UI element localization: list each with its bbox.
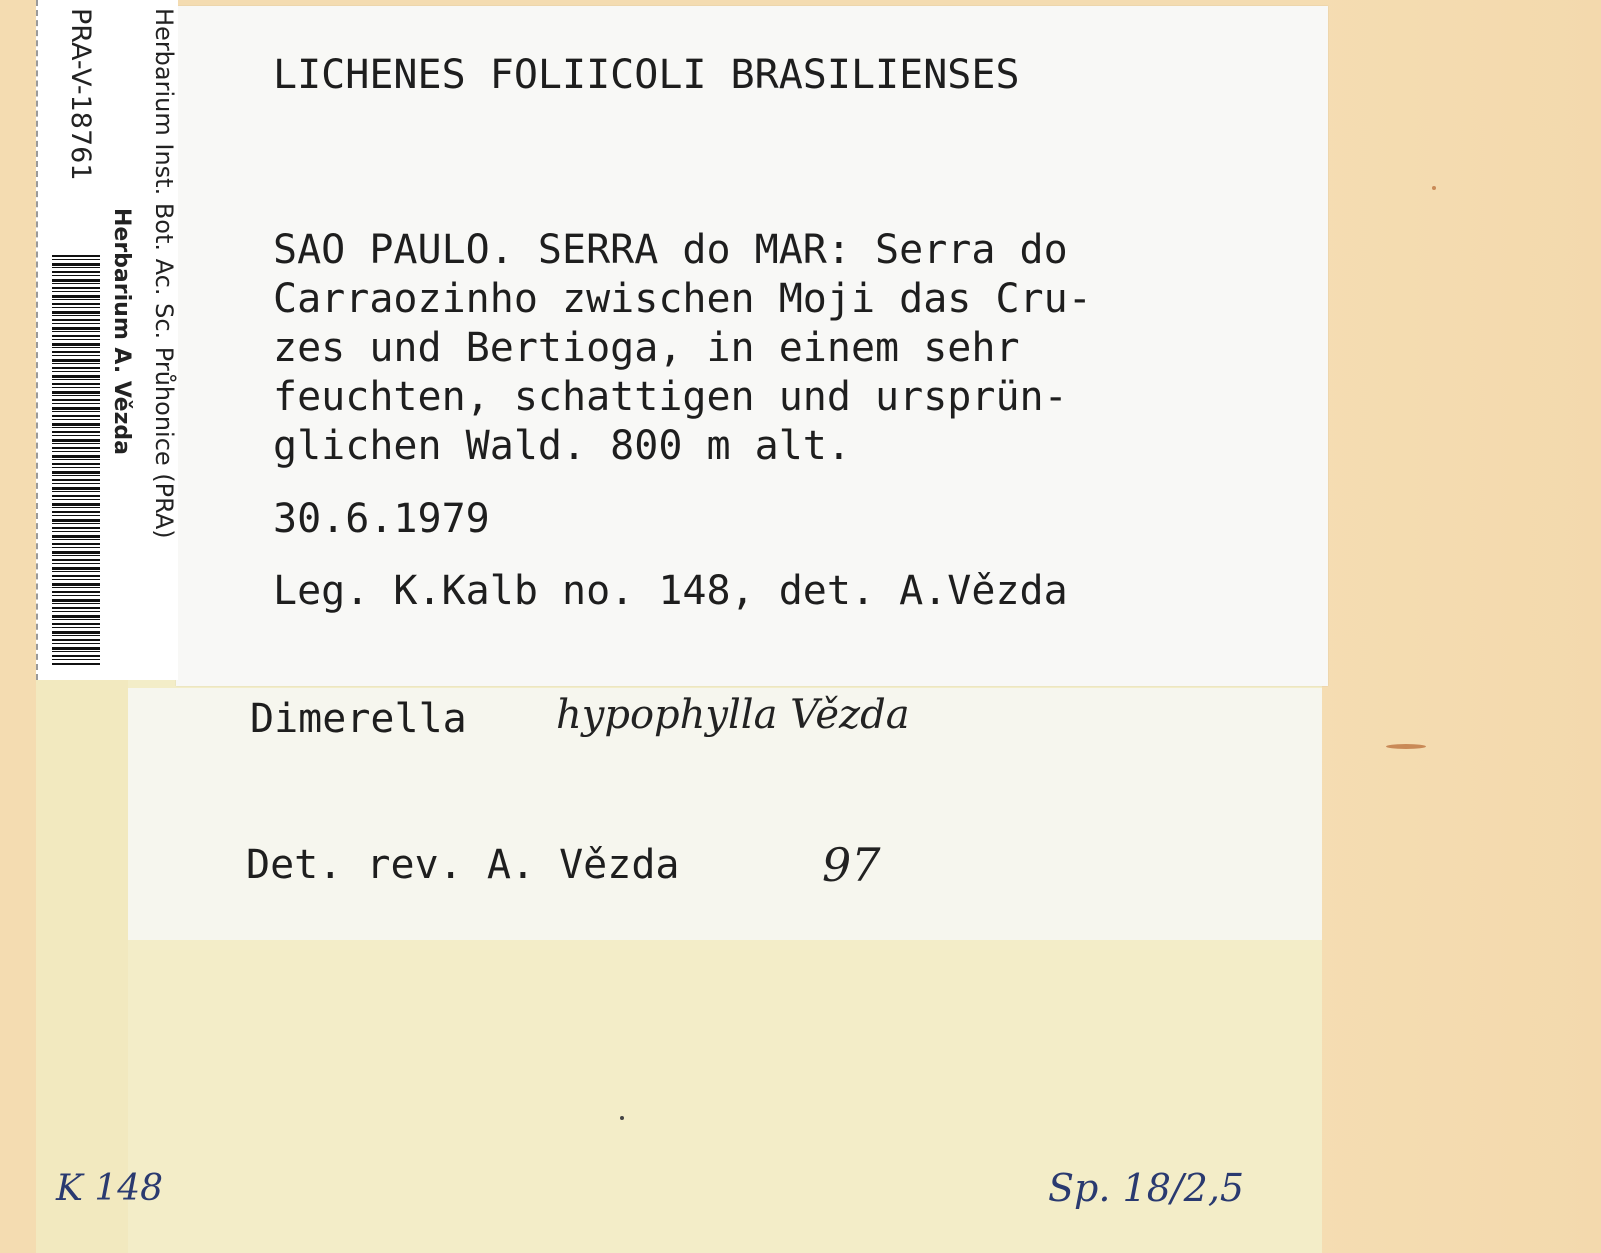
specimen-count-note: Sp. 18/2,5 [1048,1166,1245,1210]
collector-line: Leg. K.Kalb no. 148, det. A.Vězda [273,568,1068,614]
barcode [52,255,100,665]
institution-name: Herbarium Inst. Bot. Ac. Sc. Průhonice (PRA) [150,8,178,539]
locality-line: glichen Wald. 800 m alt. [273,423,851,469]
specimen-code: PRA-V-18761 [65,8,96,181]
folder-edge [1300,0,1601,1253]
label-title: LICHENES FOLIICOLI BRASILIENSES [273,52,1020,98]
paper-speck [1386,744,1426,749]
locality-line: SAO PAULO. SERRA do MAR: Serra do [273,227,1068,273]
det-rev-line: Det. rev. A. Vězda [246,842,680,888]
paper-speck [1432,186,1436,190]
herbarium-name: Herbarium A. Vězda [109,208,134,456]
locality-line: Carraozinho zwischen Moji das Cru- [273,276,1092,322]
collection-date: 30.6.1979 [273,496,490,542]
paper-speck [620,1116,624,1120]
collection-number-note: K 148 [56,1168,164,1209]
det-rev-year: 97 [822,838,881,892]
locality-line: feuchten, schattigen und ursprün- [273,374,1068,420]
locality-text [273,226,1092,471]
species-handwriting: hypophylla Vězda [556,692,910,738]
genus-name: Dimerella [250,696,467,742]
locality-line: zes und Bertioga, in einem sehr [273,325,1020,371]
